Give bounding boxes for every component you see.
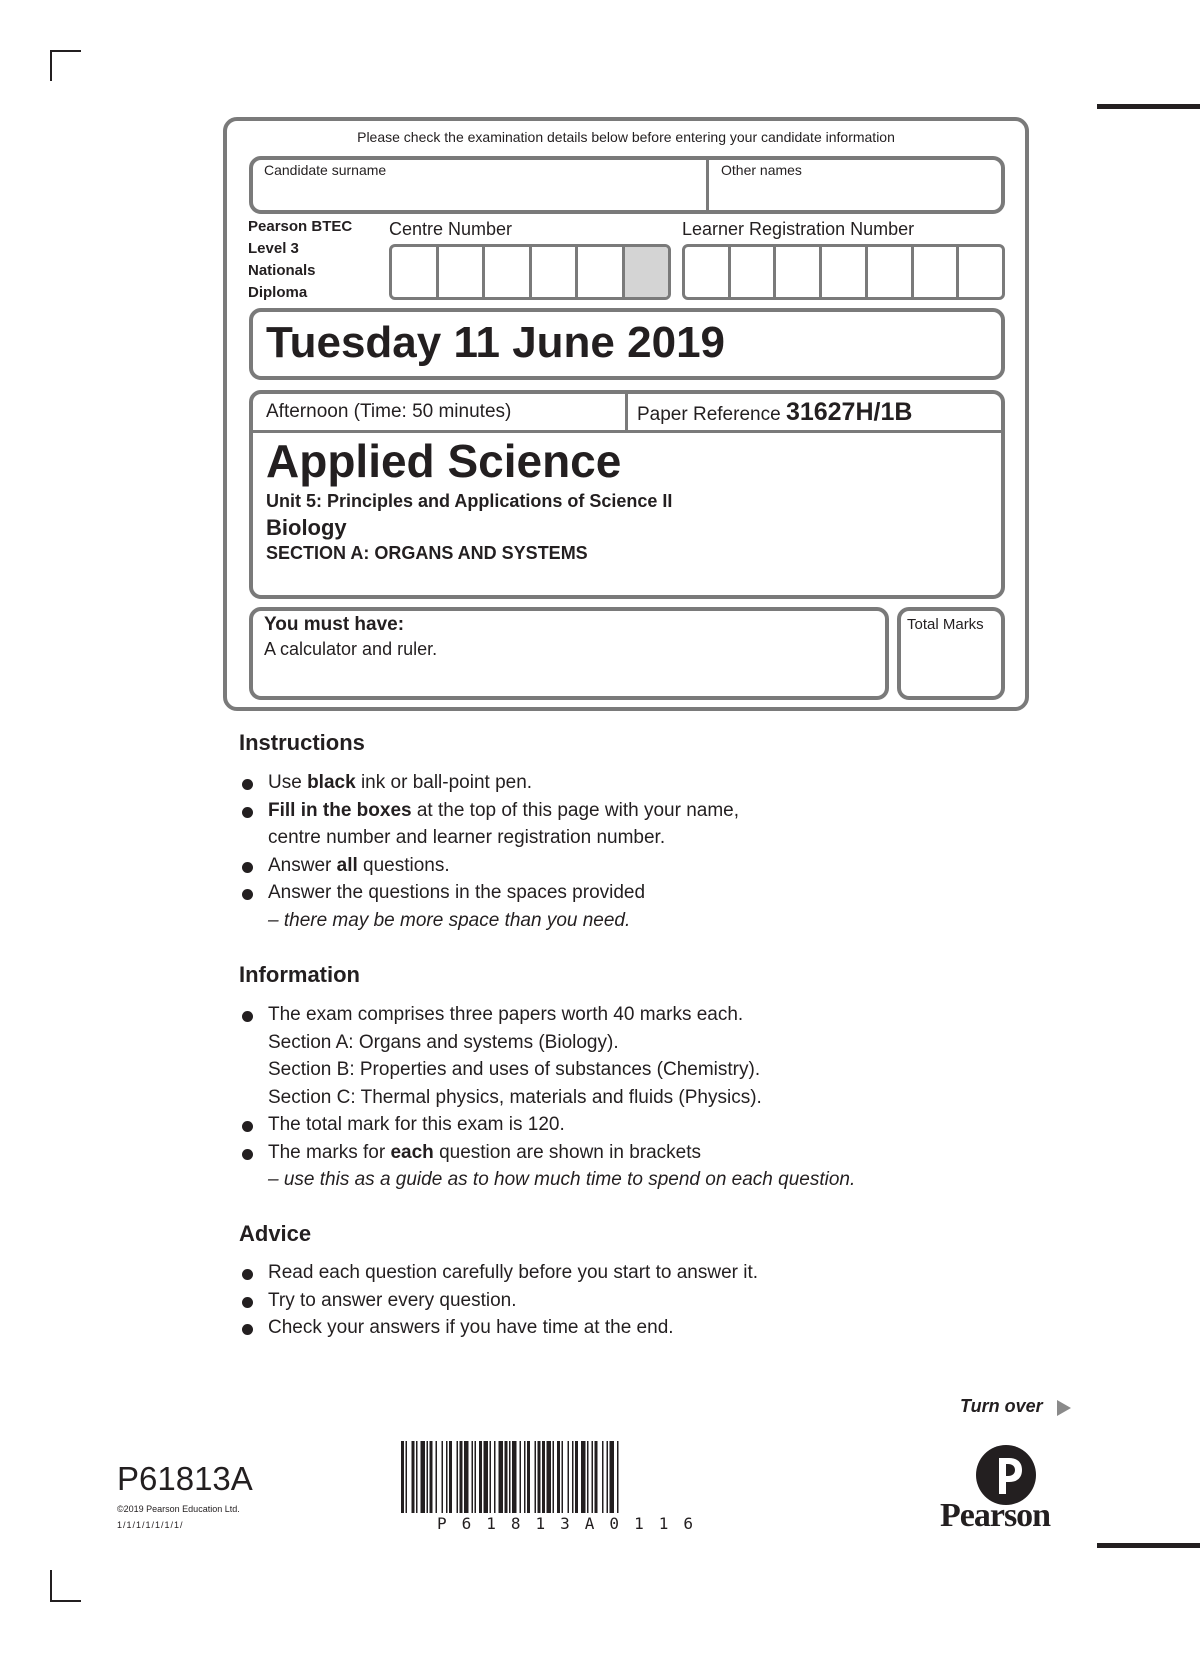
list-item: Use black ink or ball-point pen. [240, 769, 739, 797]
learner-registration-cell[interactable] [822, 247, 868, 297]
instructions-heading: Instructions [239, 730, 365, 755]
bullet-icon [242, 1297, 253, 1308]
total-marks-label: Total Marks [907, 616, 984, 633]
qualification-line: Level 3 [248, 240, 299, 257]
list-item: Answer the questions in the spaces provided – there may be more space than you need. [240, 879, 739, 934]
centre-number-cell[interactable] [392, 247, 439, 297]
learner-registration-cell[interactable] [914, 247, 960, 297]
must-have-text: A calculator and ruler. [264, 639, 438, 659]
paper-code: P61813A [117, 1460, 253, 1497]
list-item: Try to answer every question. [240, 1287, 758, 1315]
paper-reference-code: 31627H/1B [785, 398, 913, 426]
unit-title: Unit 5: Principles and Applications of Science II [266, 491, 673, 511]
qualification-line: Nationals [248, 262, 316, 279]
other-names-label: Other names [721, 162, 802, 178]
instructions-list [240, 769, 739, 934]
learner-registration-cell[interactable] [776, 247, 822, 297]
list-item: Answer all questions. [240, 852, 739, 880]
advice-heading: Advice [239, 1221, 312, 1246]
barcode-icon [401, 1441, 798, 1513]
check-note: Please check the examination details below before entering your candidate information [357, 129, 895, 145]
paper-details-divider-v [625, 392, 628, 432]
centre-number-label: Centre Number [389, 219, 513, 239]
exam-session: Afternoon (Time: 50 minutes) [266, 401, 512, 422]
copyright: ©2019 Pearson Education Ltd. [117, 1504, 240, 1514]
advice-list [240, 1259, 758, 1342]
bullet-icon [242, 1121, 253, 1132]
learner-registration-cell[interactable] [731, 247, 777, 297]
topic-title: Biology [266, 515, 347, 540]
learner-registration-label: Learner Registration Number [682, 219, 915, 239]
list-item: Check your answers if you have time at the end. [240, 1314, 758, 1342]
crop-mark-bottom [50, 1600, 81, 1602]
turn-over-arrow-icon [1057, 1400, 1071, 1416]
exam-date: Tuesday 11 June 2019 [266, 318, 726, 367]
list-item: Fill in the boxes at the top of this page with your name, centre number and learner registration number. [240, 797, 739, 852]
bullet-icon [242, 1011, 253, 1022]
other-names-field[interactable] [712, 180, 998, 210]
edge-bar-top [1097, 104, 1200, 109]
barcode-text: P61813A0116 [437, 1514, 708, 1533]
subject-title: Applied Science [266, 435, 622, 487]
crop-mark-top-v [50, 50, 52, 81]
candidate-surname-label: Candidate surname [264, 162, 387, 178]
learner-registration-cell[interactable] [868, 247, 914, 297]
information-list [240, 1001, 855, 1194]
information-heading: Information [239, 962, 360, 987]
turn-over-label: Turn over [960, 1396, 1043, 1416]
print-code: 1/1/1/1/1/1/1/ [117, 1520, 184, 1530]
must-have-heading: You must have: [264, 614, 405, 635]
learner-registration-cell[interactable] [959, 247, 1002, 297]
list-item: Read each question carefully before you start to answer it. [240, 1259, 758, 1287]
learner-registration-boxes [682, 244, 1005, 300]
bullet-icon [242, 862, 253, 873]
name-fields-divider [706, 158, 709, 212]
centre-number-cell[interactable] [578, 247, 625, 297]
candidate-surname-field[interactable] [256, 180, 700, 210]
paper-reference [637, 398, 912, 427]
bullet-icon [242, 889, 253, 900]
crop-mark-bottom-v [50, 1570, 52, 1602]
bullet-icon [242, 807, 253, 818]
qualification-line: Diploma [248, 284, 308, 301]
crop-mark-top [50, 50, 81, 52]
centre-number-boxes [389, 244, 671, 300]
list-item: The marks for each question are shown in brackets – use this as a guide as to how much time to spend on each question. [240, 1139, 855, 1194]
list-item: The total mark for this exam is 120. [240, 1111, 855, 1139]
bullet-icon [242, 1269, 253, 1280]
learner-registration-cell[interactable] [685, 247, 731, 297]
list-item: The exam comprises three papers worth 40 marks each. Section A: Organs and systems (Biology). Section B: Properties and uses of substances (Chemistry). Section C: Thermal physics, materials and fluids (Physics). [240, 1001, 855, 1111]
pearson-brand: Pearson [940, 1497, 1051, 1534]
edge-bar-bottom [1097, 1543, 1200, 1548]
centre-number-cell-shaded [625, 247, 669, 297]
bullet-icon [242, 1324, 253, 1335]
centre-number-cell[interactable] [532, 247, 579, 297]
bullet-icon [242, 1149, 253, 1160]
qualification-line: Pearson BTEC [248, 218, 353, 235]
centre-number-cell[interactable] [485, 247, 532, 297]
centre-number-cell[interactable] [439, 247, 486, 297]
bullet-icon [242, 779, 253, 790]
paper-reference-label: Paper Reference [637, 404, 781, 425]
section-title: SECTION A: ORGANS AND SYSTEMS [266, 543, 588, 563]
qualification-title [248, 216, 378, 304]
